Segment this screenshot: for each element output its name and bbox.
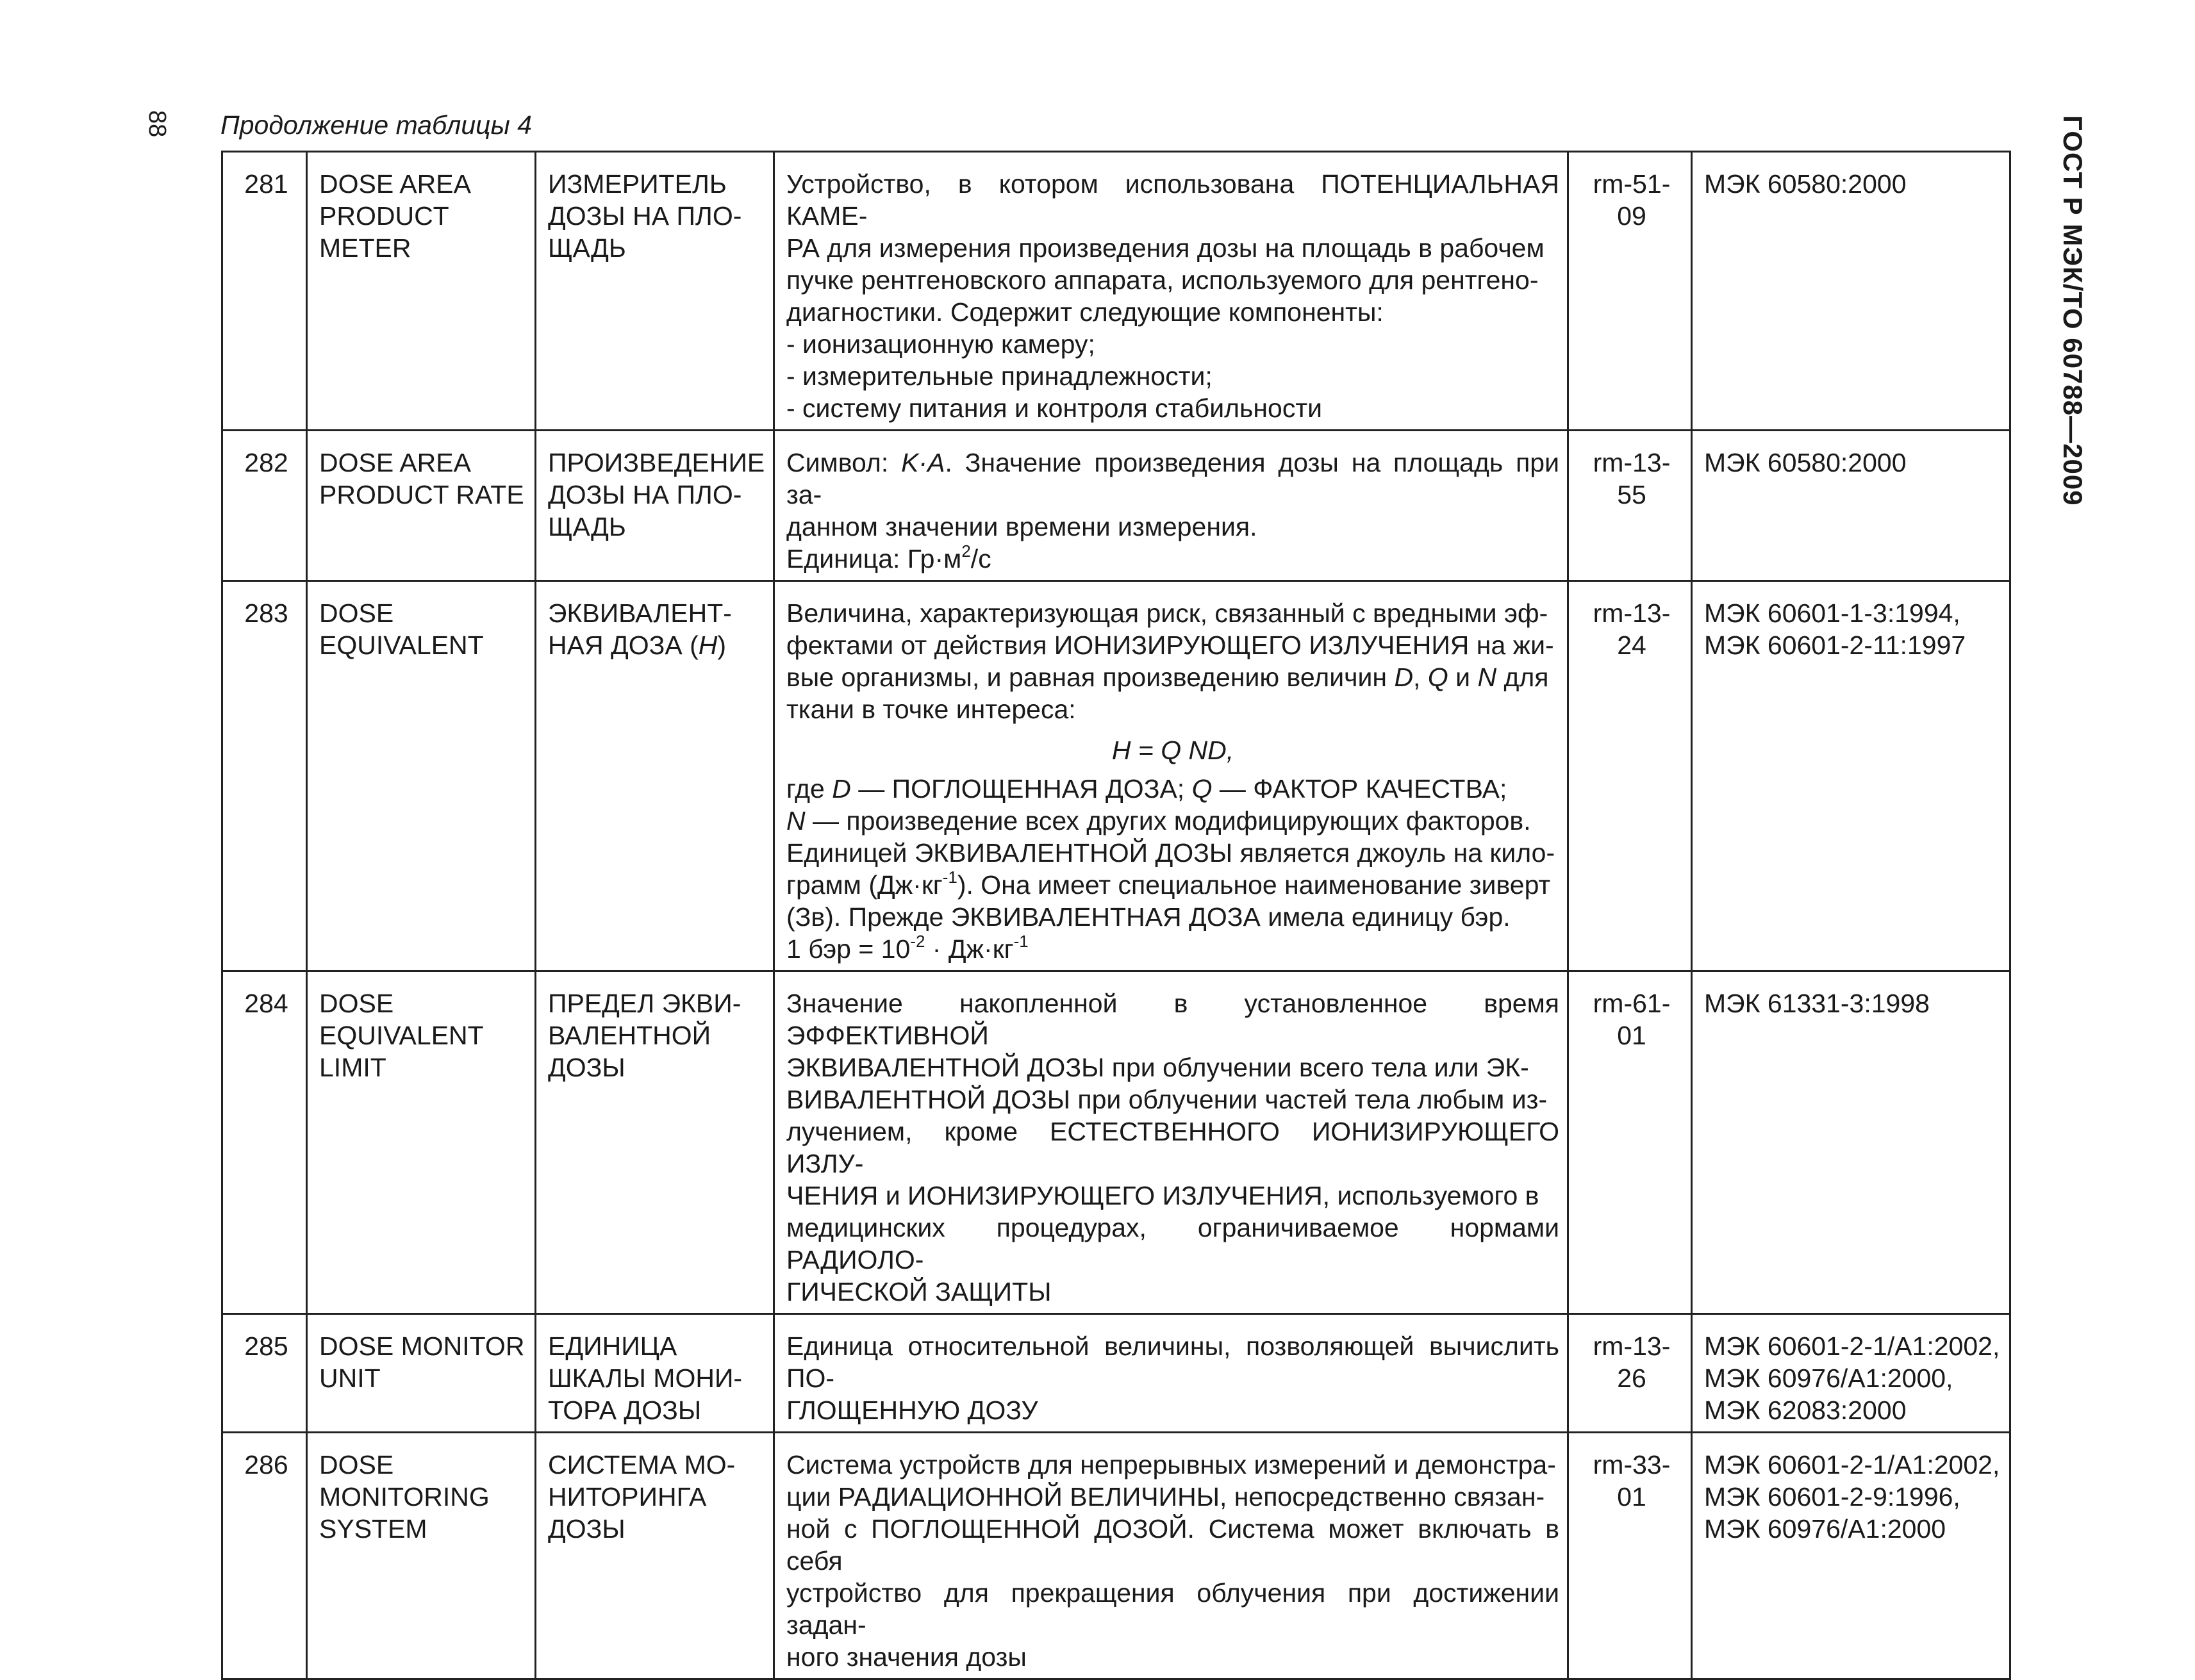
symbol-text: K·A <box>901 448 945 477</box>
source-standard: МЭК 60976/А1:2000, <box>1704 1363 1953 1393</box>
english-term: DOSE AREA PRODUCT METER <box>307 152 536 431</box>
row-number: 286 <box>222 1433 307 1679</box>
english-term: DOSE MONITOR UNIT <box>307 1314 536 1433</box>
symbol-text: H <box>698 630 718 660</box>
term-code: rm-51-09 <box>1568 152 1692 431</box>
definition-line: Устройство, в котором использована ПОТЕНЦИАЛЬНАЯ КАМЕ- <box>786 169 1559 231</box>
russian-term: ПРОИЗВЕДЕНИЕ ДОЗЫ НА ПЛО-ЩАДЬ <box>536 431 774 581</box>
source-standards <box>1692 152 2010 431</box>
english-term: DOSE AREA PRODUCT RATE <box>307 431 536 581</box>
row-number: 285 <box>222 1314 307 1433</box>
definition-line: ГИЧЕСКОЙ ЗАЩИТЫ <box>786 1277 1052 1306</box>
definition-line: Система устройств для непрерывных измерений и демонстра- <box>786 1450 1556 1479</box>
definition-line: Значение накопленной в установленное время ЭФФЕКТИВНОЙ <box>786 989 1559 1050</box>
definition-line: данном значении времени измерения. <box>786 512 1257 541</box>
definition-line: Единицей ЭКВИВАЛЕНТНОЙ ДОЗЫ является джоуль на кило- <box>786 838 1555 868</box>
definition <box>774 971 1568 1314</box>
source-standard: МЭК 60580:2000 <box>1704 448 1907 477</box>
definition-line: ткани в точке интереса: <box>786 695 1076 724</box>
source-standards <box>1692 581 2010 971</box>
definition-line: ного значения дозы <box>786 1642 1027 1672</box>
english-term: DOSE EQUIVALENT LIMIT <box>307 971 536 1314</box>
page-number: 88 <box>144 110 170 138</box>
table-row <box>222 1314 2010 1433</box>
source-standard: МЭК 60601-2-9:1996, <box>1704 1482 1960 1511</box>
definition-line: Символ: K·A. Значение произведения дозы на площадь при за- <box>786 448 1559 509</box>
source-standard: МЭК 60601-2-1/А1:2002, <box>1704 1450 2000 1479</box>
table-row <box>222 581 2010 971</box>
table-row <box>222 971 2010 1314</box>
definition-line: Единица относительной величины, позволяющей вычислить ПО- <box>786 1331 1559 1393</box>
english-term: DOSE MONITORING SYSTEM <box>307 1433 536 1679</box>
definition-line: N — произведение всех других модифицирующих факторов. <box>786 806 1531 836</box>
definition-line: (Зв). Прежде ЭКВИВАЛЕНТНАЯ ДОЗА имела единицу бэр. <box>786 902 1511 932</box>
definition-line: ной с ПОГЛОЩЕННОЙ ДОЗОЙ. Система может включать в себя <box>786 1514 1559 1576</box>
table-row <box>222 152 2010 431</box>
definition-line: диагностики. Содержит следующие компоненты: <box>786 297 1384 327</box>
russian-term: ПРЕДЕЛ ЭКВИ-ВАЛЕНТНОЙ ДОЗЫ <box>536 971 774 1314</box>
definition-line: фектами от действия ИОНИЗИРУЮЩЕГО ИЗЛУЧЕНИЯ на жи- <box>786 630 1554 660</box>
definition-line: лучением, кроме ЕСТЕСТВЕННОГО ИОНИЗИРУЮЩЕГО ИЗЛУ- <box>786 1117 1559 1178</box>
definition-line: ЧЕНИЯ и ИОНИЗИРУЮЩЕГО ИЗЛУЧЕНИЯ, используемого в <box>786 1181 1539 1210</box>
term-code: rm-33-01 <box>1568 1433 1692 1679</box>
russian-term: ЭКВИВАЛЕНТ-НАЯ ДОЗА (H) <box>536 581 774 971</box>
source-standard: МЭК 61331-3:1998 <box>1704 989 1930 1018</box>
table-row <box>222 431 2010 581</box>
definition-line: ЭКВИВАЛЕНТНОЙ ДОЗЫ при облучении всего тела или ЭК- <box>786 1053 1529 1082</box>
row-number: 283 <box>222 581 307 971</box>
definition-line: устройство для прекращения облучения при достижении задан- <box>786 1578 1559 1640</box>
source-standards <box>1692 971 2010 1314</box>
russian-term: СИСТЕМА МО-НИТОРИНГА ДОЗЫ <box>536 1433 774 1679</box>
source-standards <box>1692 431 2010 581</box>
definition <box>774 152 1568 431</box>
document-standard-title: ГОСТ Р МЭК/ТО 60788—2009 <box>2058 115 2088 506</box>
english-term: DOSE EQUIVALENT <box>307 581 536 971</box>
source-standard: МЭК 60976/А1:2000 <box>1704 1514 1946 1544</box>
row-number: 284 <box>222 971 307 1314</box>
term-code: rm-13-24 <box>1568 581 1692 971</box>
source-standard: МЭК 60580:2000 <box>1704 169 1907 199</box>
source-standard: МЭК 60601-2-1/А1:2002, <box>1704 1331 2000 1361</box>
definition-line: грамм $(Дж\cdot кг^{-1})$. Она имеет специальное наименование зиверт <box>786 868 1551 900</box>
term-code: rm-61-01 <box>1568 971 1692 1314</box>
russian-term: ИЗМЕРИТЕЛЬ ДОЗЫ НА ПЛО-ЩАДЬ <box>536 152 774 431</box>
source-standards <box>1692 1433 2010 1679</box>
row-number: 282 <box>222 431 307 581</box>
definition-line: - систему питания и контроля стабильности <box>786 393 1323 423</box>
source-standard: МЭК 60601-1-3:1994, <box>1704 598 1960 628</box>
source-standards <box>1692 1314 2010 1433</box>
source-standard: МЭК 60601-2-11:1997 <box>1704 630 1966 660</box>
definition-line: ГЛОЩЕННУЮ ДОЗУ <box>786 1396 1038 1425</box>
term-code: rm-13-55 <box>1568 431 1692 581</box>
term-code: rm-13-26 <box>1568 1314 1692 1433</box>
definition-line: пучке рентгеновского аппарата, используемого для рентгено- <box>786 265 1539 295</box>
definition-line: где D — ПОГЛОЩЕННАЯ ДОЗА; Q — ФАКТОР КАЧЕСТВА; <box>786 774 1507 803</box>
definition-line: ции РАДИАЦИОННОЙ ВЕЛИЧИНЫ, непосредственно связан- <box>786 1482 1545 1511</box>
definition-line: Единица: $Гр\cdot м^2/с$ <box>786 541 991 573</box>
row-number: 281 <box>222 152 307 431</box>
definition <box>774 1314 1568 1433</box>
table-row <box>222 1433 2010 1679</box>
table-caption: Продолжение таблицы 4 <box>220 110 532 140</box>
definition <box>774 431 1568 581</box>
source-standard: МЭК 62083:2000 <box>1704 1396 1907 1425</box>
definition-line: вые организмы, и равная произведению величин D, Q и N для <box>786 663 1549 692</box>
russian-term: ЕДИНИЦА ШКАЛЫ МОНИ-ТОРА ДОЗЫ <box>536 1314 774 1433</box>
definition <box>774 581 1568 971</box>
definition-line: - ионизационную камеру; <box>786 329 1095 359</box>
formula: H = Q ND, <box>1111 736 1234 765</box>
terms-table <box>221 151 2011 1680</box>
definition-line: 1 бэр = $10^{-2} \cdot Дж\cdot кг^{-1}$ <box>786 932 1029 964</box>
definition-line: РА для измерения произведения дозы на площадь в рабочем <box>786 233 1545 263</box>
definition-line: Величина, характеризующая риск, связанный с вредными эф- <box>786 598 1548 628</box>
definition <box>774 1433 1568 1679</box>
definition-line: - измерительные принадлежности; <box>786 361 1213 391</box>
definition-line: медицинских процедурах, ограничиваемое нормами РАДИОЛО- <box>786 1213 1559 1274</box>
definition-line: ВИВАЛЕНТНОЙ ДОЗЫ при облучении частей тела любым из- <box>786 1085 1548 1114</box>
